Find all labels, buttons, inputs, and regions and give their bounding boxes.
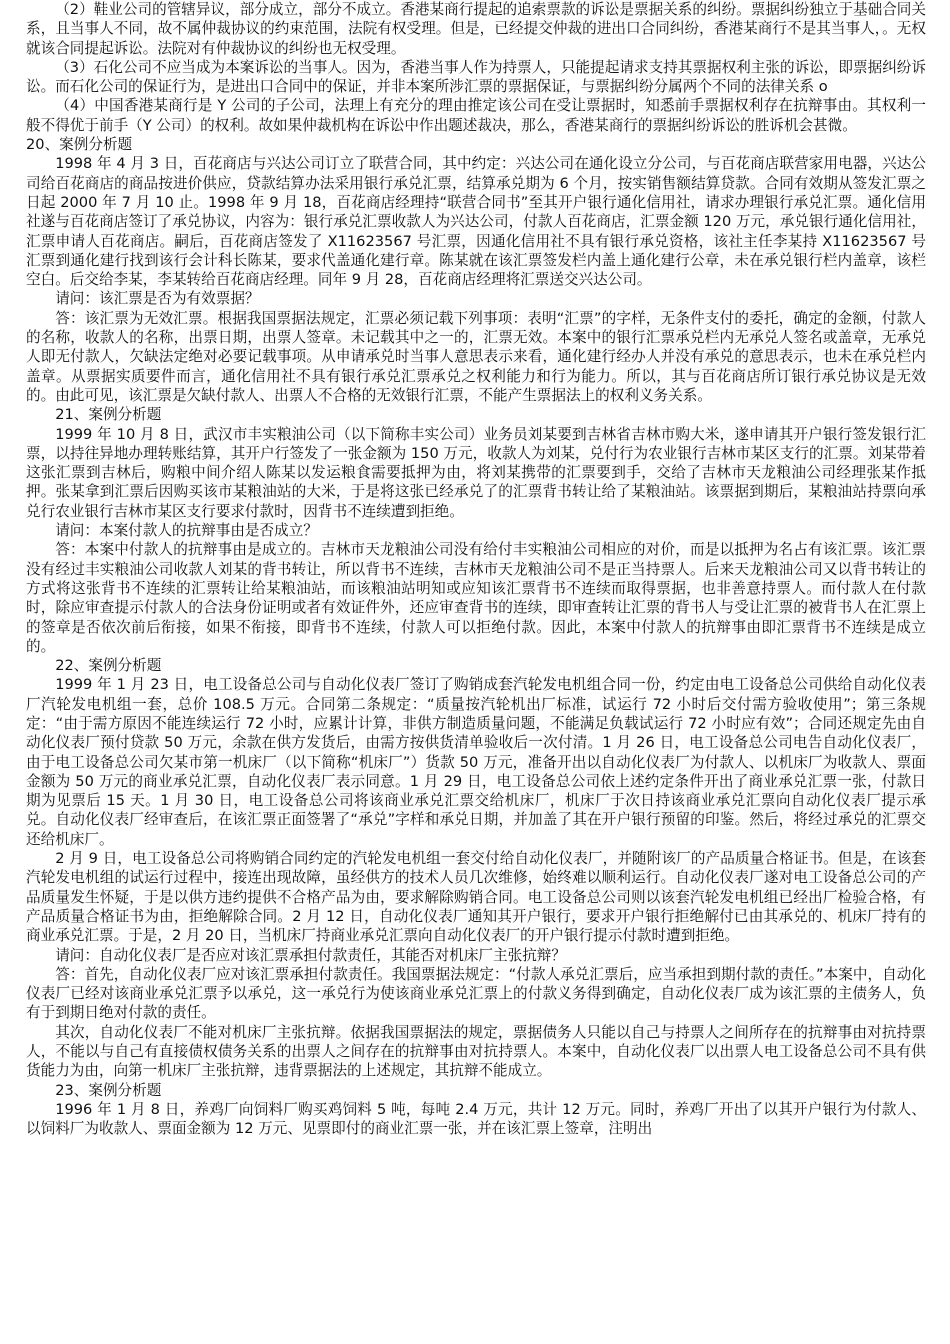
case-heading: 23、案例分析题 (55, 1081, 162, 1099)
answer: 答：本案中付款人的抗辩事由是成立的。吉林市天龙粮油公司没有给付丰实粮油公司相应的对价，而是以抵押为名占有该汇票。该汇票没有经过丰实粮油公司收款人刘某的背书转让，所以背书不连续，吉林市天龙粮油公司不是正当持票人。后来天龙粮油公司又以背书转让的方式将这张背书不连续的汇票转让给某粮油站，而该粮油站明知或应知该汇票背书不连续而取得票据，也非善意持票人。而付款人在付款时，除应审查提示付款人的合法身份证明或者有效证件外，还应审查背书的连续，即审查转让汇票的背书人与受让汇票的被背书人在汇票上的签章是否依次前后衔接，如果不衔接，即背书不连续，付款人可以拒绝付款。因此，本案中付款人的抗辩事由即汇票背书不连续是成立的。 (26, 541, 926, 655)
case-heading: 22、案例分析题 (55, 657, 162, 675)
answer: 其次，自动化仪表厂不能对机床厂主张抗辩。依据我国票据法的规定，票据债务人只能以自己与持票人之间所存在的抗辩事由对抗持票人，不能以与自己有直接债权债务关系的出票人之间存在的抗辩事由对抗持票人。本案中，自动化仪表厂以出票人电工设备总公司不具有供货能力为由，向第一机床厂主张抗辩，违背票据法的上述规定，其抗辩不能成立。 (26, 1023, 926, 1080)
case-heading: 20、案例分析题 (26, 136, 133, 154)
case-description: 1999 年 1 月 23 日，电工设备总公司与自动化仪表厂签订了购销成套汽轮发电机组合同一份，约定由电工设备总公司供给自动化仪表厂汽轮发电机组一套，总价 108.5 万元。合同第二条规定：“质量按汽轮机出厂标准，试运行 72 小时后交付需方验收使用”；第三条规定：“由于需方原因不能连续运行 72 小时，应累计计算，非供方制造质量问题，不能满足负载试运行 72 小时应有效”；合同还规定先由自动化仪表厂预付贷款 50 万元，余款在供方发货后，由需方按供货清单验收后一次付清。1 月 26 日，电工设备总公司电告自动化仪表厂，由于电工设备总公司欠某市第一机床厂（以下简称“机床厂”）货款 50 万元，准备开出以自动化仪表厂为付款人、以机床厂为收款人、票面金额为 50 万元的商业承兑汇票，自动化仪表厂表示同意。1 月 29 日，电工设备总公司依上述约定条件开出了商业承兑汇票一张，付款日期为见票后 15 天。1 月 30 日，电工设备总公司将该商业承兑汇票交给机床厂，机床厂于次日持该商业承兑汇票向自动化仪表厂提示承兑。自动化仪表厂经审查后，在该汇票正面签署了“承兑”字样和承兑日期，并加盖了其在开户银行预留的印鉴。然后，将经过承兑的汇票交还给机床厂。 (26, 676, 926, 848)
case-description: 1999 年 10 月 8 日，武汉市丰实粮油公司（以下简称丰实公司）业务员刘某要到吉林省吉林市购大米，遂申请其开户银行签发银行汇票，以持往异地办理转账结算，其开户行签发了一张金额为 150 万元，收款人为刘某，兑付行为农业银行吉林市某区支行的汇票。刘某带着这张汇票到吉林后，购粮中间介绍人陈某以发运粮食需要抵押为由，将刘某携带的汇票要到手，交给了吉林市天龙粮油公司经理张某作抵押。张某拿到汇票后因购买该市某粮油站的大米，于是将这张已经承兑了的汇票背书转让给了某粮油站。该票据到期后，某粮油站持票向承兑行农业银行吉林市某区支行要求付款时，因背书不连续遭到拒绝。 (26, 425, 926, 520)
question: 请问：该汇票是否为有效票据？ (55, 290, 260, 308)
question: 请问：本案付款人的抗辩事由是否成立？ (55, 522, 318, 540)
question: 请问：自动化仪表厂是否应对该汇票承担付款责任，其能否对机床厂主张抗辩？ (55, 946, 566, 964)
case-description: 1996 年 1 月 8 日，养鸡厂向饲料厂购买鸡饲料 5 吨，每吨 2.4 万元，共计 12 万元。同时，养鸡厂开出了以其开户银行为付款人、以饲料厂为收款人、票面金额为 12 万元、见票即付的商业汇票一张，并在该汇票上签章，注明出 (26, 1100, 926, 1138)
paragraph: （4）中国香港某商行是 Y 公司的子公司，法理上有充分的理由推定该公司在受让票据时，知悉前手票据权利存在抗辩事由。其权利一般不得优于前手（Y 公司）的权利。故如果仲裁机构在诉讼中作出题述裁决，那么，香港某商行的票据纠纷诉讼的胜诉机会甚微。 (26, 97, 926, 134)
paragraph: （3）石化公司不应当成为本案诉讼的当事人。因为，香港当事人作为持票人，只能提起请求支持其票据权利主张的诉讼，即票据纠纷诉讼。而石化公司的保证行为，是进出口合同中的保证，并非本案所涉汇票的票据保证，与票据纠纷分属两个不同的法律关系 o (26, 58, 926, 96)
case-heading: 21、案例分析题 (55, 406, 162, 424)
case-description: 1998 年 4 月 3 日，百花商店与兴达公司订立了联营合同，其中约定：兴达公司在通化设立分公司，与百花商店联营家用电器，兴达公司给百花商店的商品按进价供应，贷款结算办法采用银行承兑汇票，结算承兑期为 6 个月，按实销售额结算贷款。合同有效期从签发汇票之日起 2000 年 7 月 10 止。1998 年 9 月 18，百花商店经理持“联营合同书”至其开户银行通化信用社，请求办理银行承兑汇票。通化信用社遂与百花商店签订了承兑协议，内容为：银行承兑汇票收款人为兴达公司，付款人百花商店，汇票金额 120 万元，承兑银行通化信用社，汇票申请人百花商店。嗣后，百花商店签发了 X11623567 号汇票，因通化信用社不具有银行承兑资格，该社主任李某持 X11623567 号汇票到通化建行找到该行会计科长陈某，要求代盖通化建行章。陈某就在该汇票签发栏内盖上通化建行公章，未在承兑银行栏内盖章，该栏空白。后交给李某，李某转给百花商店经理。同年 9 月 28，百花商店经理将汇票送交兴达公司。 (26, 155, 926, 289)
case-description: 2 月 9 日，电工设备总公司将购销合同约定的汽轮发电机组一套交付给自动化仪表厂，并随附该厂的产品质量合格证书。但是，在该套汽轮发电机组的试运行过程中，接连出现故障，虽经供方的技术人员几次维修，始终难以顺利运行。自动化仪表厂遂对电工设备总公司的产品质量发生怀疑，于是以供方违约提供不合格产品为由，要求解除购销合同。电工设备总公司则以该套汽轮发电机组已经出厂检验合格，有产品质量合格证书为由，拒绝解除合同。2 月 12 日，自动化仪表厂通知其开户银行，要求开户银行拒绝解付已由其承兑的、机床厂持有的商业承兑汇票。于是，2 月 20 日，当机床厂持商业承兑汇票向自动化仪表厂的开户银行提示付款时遭到拒绝。 (26, 850, 926, 945)
answer: 答：该汇票为无效汇票。根据我国票据法规定，汇票必须记载下列事项：表明“汇票”的字样，无条件支付的委托，确定的金额，付款人的名称，收款人的名称，出票日期，出票人签章。未记载其中之一的，汇票无效。本案中的银行汇票承兑栏内无承兑人签名或盖章，无承兑人即无付款人，欠缺法定绝对必要记载事项。从申请承兑时当事人意思表示来看，通化建行经办人并没有承兑的意思表示，也未在承兑栏内盖章。从票据实质要件而言，通化信用社不具有银行承兑汇票承兑之权利能力和行为能力。所以，其与百花商店所订银行承兑协议是无效的。由此可见，该汇票是欠缺付款人、出票人不合格的无效银行汇票，不能产生票据法上的权利义务关系。 (26, 309, 926, 404)
paragraph: （2）鞋业公司的管辖异议，部分成立，部分不成立。香港某商行提起的追索票款的诉讼是票据关系的纠纷。票据纠纷独立于基础合同关系，且当事人不同，故不属仲裁协议的约束范围，法院有权受理。但是，已经提交仲裁的进出口合同纠纷，香港某商行不是其当事人，。无权就该合同提起诉讼。法院对有仲裁协议的纠纷也无权受理。 (26, 1, 926, 57)
answer: 答：首先，自动化仪表厂应对该汇票承担付款责任。我国票据法规定：“付款人承兑汇票后，应当承担到期付款的责任。”本案中，自动化仪表厂已经对该商业承兑汇票予以承兑，这一承兑行为使该商业承兑汇票上的付款义务得到确定，自动化仪表厂成为该汇票的主债务人，负有于到期日绝对付款的责任。 (26, 965, 926, 1022)
